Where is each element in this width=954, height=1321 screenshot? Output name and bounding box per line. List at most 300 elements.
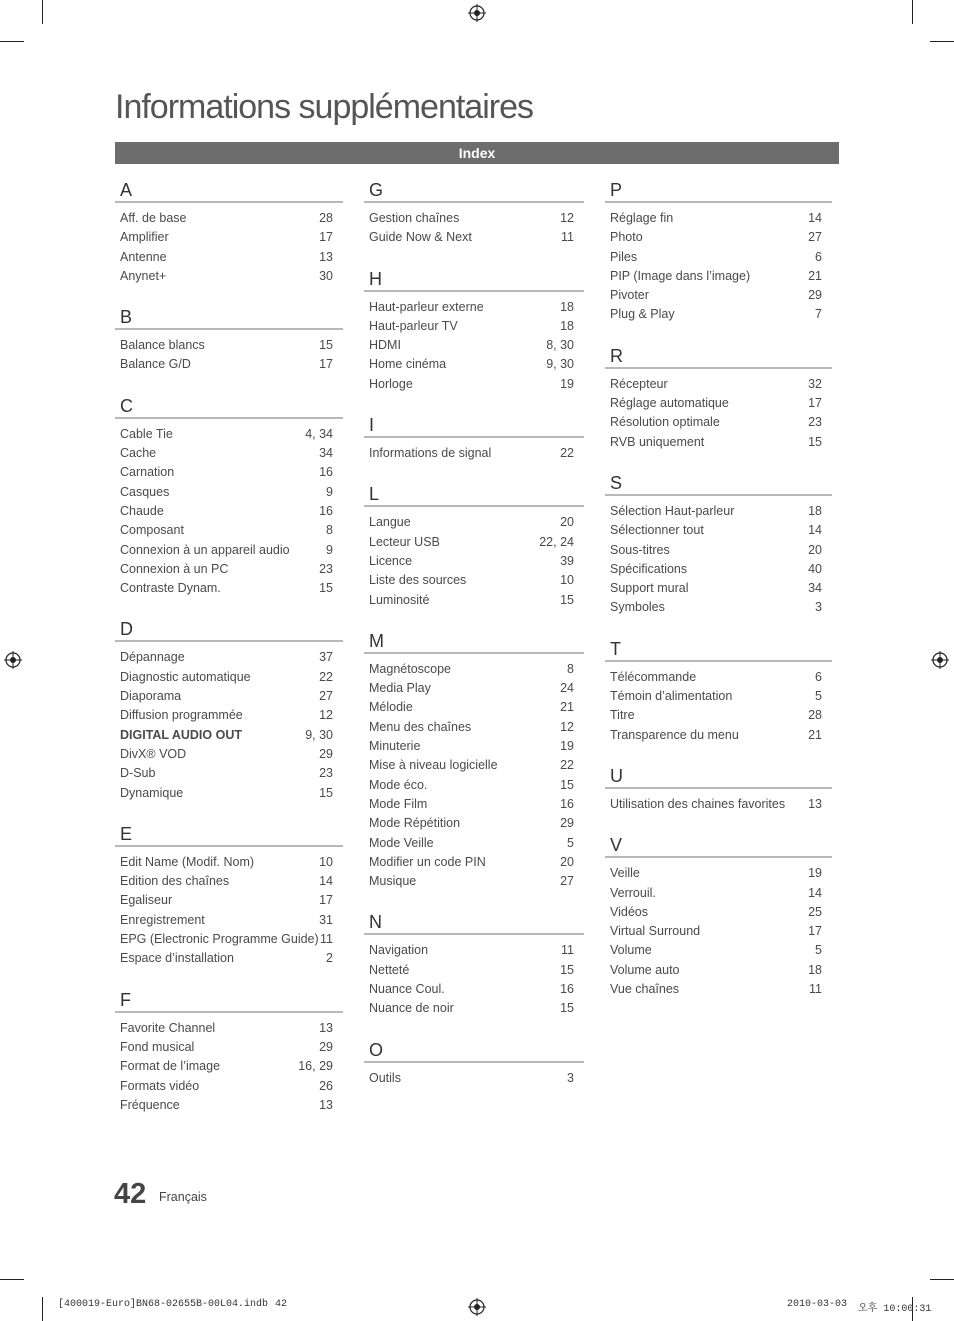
index-entry bbox=[605, 375, 832, 394]
index-entry bbox=[115, 911, 343, 930]
entry-term: Cache bbox=[120, 446, 157, 461]
entry-term: Spécifications bbox=[610, 561, 688, 576]
index-entry bbox=[115, 872, 343, 891]
entry-term: Informations de signal bbox=[369, 446, 492, 461]
entry-page: 37 bbox=[319, 650, 333, 665]
index-entry bbox=[605, 209, 832, 228]
entry-term: Modifier un code PIN bbox=[369, 854, 486, 869]
entry-term: Diaporama bbox=[120, 689, 182, 704]
entry-page: 14 bbox=[808, 885, 822, 900]
entry-page: 17 bbox=[319, 893, 333, 908]
entry-term: Horloge bbox=[369, 376, 413, 391]
entry-page: 6 bbox=[815, 669, 822, 684]
index-entry bbox=[115, 425, 343, 444]
index-entry bbox=[115, 706, 343, 725]
entry-term: Composant bbox=[120, 523, 184, 538]
entry-page: 9, 30 bbox=[305, 727, 333, 742]
index-entry bbox=[605, 598, 832, 617]
entry-term: DivX® VOD bbox=[120, 746, 187, 761]
index-entry bbox=[364, 209, 584, 228]
entry-page: 17 bbox=[808, 924, 822, 939]
entry-page: 12 bbox=[560, 719, 574, 734]
entry-term: Amplifier bbox=[120, 230, 169, 245]
entry-page: 29 bbox=[319, 746, 333, 761]
index-entry bbox=[605, 228, 832, 247]
entry-term: Connexion à un appareil audio bbox=[120, 542, 290, 557]
entry-page: 13 bbox=[319, 1020, 333, 1035]
section-letter: D bbox=[115, 617, 343, 642]
entry-page: 11 bbox=[561, 230, 574, 245]
entry-term: Magnétoscope bbox=[369, 661, 452, 676]
index-entry bbox=[605, 267, 832, 286]
entry-page: 17 bbox=[319, 230, 333, 245]
index-section bbox=[605, 178, 832, 325]
entry-term: Haut-parleur externe bbox=[369, 299, 484, 314]
entry-page: 16 bbox=[560, 796, 574, 811]
entry-term: Vue chaînes bbox=[610, 982, 680, 997]
index-entry bbox=[115, 355, 343, 374]
entry-page: 15 bbox=[319, 338, 333, 353]
entry-term: Nuance de noir bbox=[369, 1001, 454, 1016]
index-entry bbox=[115, 248, 343, 267]
section-letter: E bbox=[115, 822, 343, 847]
entry-page: 6 bbox=[815, 249, 822, 264]
entry-page: 22 bbox=[560, 446, 574, 461]
index-entry bbox=[364, 660, 584, 679]
index-entry bbox=[605, 961, 832, 980]
entry-page: 17 bbox=[319, 357, 333, 372]
entry-term: Symboles bbox=[610, 600, 665, 615]
section-letter: N bbox=[364, 910, 584, 935]
index-section bbox=[605, 764, 832, 814]
crop-mark bbox=[42, 0, 43, 24]
index-entry bbox=[115, 560, 343, 579]
index-entry bbox=[364, 999, 584, 1018]
entry-term: Pivoter bbox=[610, 288, 649, 303]
index-entry bbox=[605, 980, 832, 999]
entry-term: Formats vidéo bbox=[120, 1078, 200, 1093]
entry-term: Diagnostic automatique bbox=[120, 669, 251, 684]
entry-term: EPG (Electronic Programme Guide) bbox=[120, 932, 319, 947]
index-entry bbox=[115, 1096, 343, 1115]
entry-term: Mode Veille bbox=[369, 835, 434, 850]
footer-page: 42 bbox=[275, 1299, 288, 1310]
index-entry bbox=[605, 541, 832, 560]
index-entry bbox=[115, 745, 343, 764]
entry-term: D-Sub bbox=[120, 766, 156, 781]
entry-term: Liste des sources bbox=[369, 573, 467, 588]
section-letter: I bbox=[364, 413, 584, 438]
index-entry bbox=[605, 795, 832, 814]
index-entry bbox=[115, 949, 343, 968]
entry-term: Langue bbox=[369, 515, 411, 530]
index-entry bbox=[115, 648, 343, 667]
index-column-2 bbox=[364, 178, 584, 1107]
index-section bbox=[605, 471, 832, 618]
entry-page: 14 bbox=[319, 874, 333, 889]
entry-term: Récepteur bbox=[610, 376, 668, 391]
entry-page: 39 bbox=[560, 553, 574, 568]
entry-term: Télécommande bbox=[610, 669, 697, 684]
entry-term: Volume auto bbox=[610, 962, 680, 977]
entry-page: 12 bbox=[319, 708, 333, 723]
entry-term: Plug & Play bbox=[610, 307, 675, 322]
entry-page: 5 bbox=[815, 689, 822, 704]
index-section bbox=[115, 394, 343, 599]
entry-term: Sous-titres bbox=[610, 542, 670, 557]
index-entry bbox=[364, 228, 584, 247]
index-entry bbox=[364, 591, 584, 610]
entry-page: 18 bbox=[560, 318, 574, 333]
index-entry bbox=[605, 248, 832, 267]
entry-term: Support mural bbox=[610, 581, 689, 596]
entry-page: 25 bbox=[808, 904, 822, 919]
entry-term: Anynet+ bbox=[120, 268, 167, 283]
index-entry bbox=[364, 834, 584, 853]
index-column-3 bbox=[605, 178, 832, 1018]
entry-page: 30 bbox=[319, 268, 333, 283]
entry-page: 15 bbox=[808, 434, 822, 449]
registration-mark-icon bbox=[468, 1298, 486, 1316]
entry-term: Titre bbox=[610, 708, 635, 723]
entry-page: 16 bbox=[560, 982, 574, 997]
section-letter: A bbox=[115, 178, 343, 203]
index-entry bbox=[364, 552, 584, 571]
entry-term: Utilisation des chaines favorites bbox=[610, 796, 786, 811]
entry-page: 3 bbox=[567, 1070, 574, 1085]
index-section bbox=[115, 305, 343, 375]
entry-page: 15 bbox=[560, 1001, 574, 1016]
entry-page: 15 bbox=[560, 962, 574, 977]
index-section bbox=[605, 833, 832, 999]
entry-page: 19 bbox=[560, 739, 574, 754]
entry-term: Résolution optimale bbox=[610, 415, 720, 430]
entry-term: Carnation bbox=[120, 465, 175, 480]
index-entry bbox=[364, 375, 584, 394]
index-section bbox=[115, 617, 343, 802]
index-entry bbox=[364, 853, 584, 872]
index-entry bbox=[364, 814, 584, 833]
crop-mark bbox=[930, 1279, 954, 1280]
index-entry bbox=[364, 533, 584, 552]
entry-term: Sélection Haut-parleur bbox=[610, 503, 735, 518]
entry-term: PIP (Image dans l’image) bbox=[610, 268, 751, 283]
entry-term: Piles bbox=[610, 249, 638, 264]
crop-mark bbox=[912, 0, 913, 24]
index-entry bbox=[605, 394, 832, 413]
entry-page: 27 bbox=[319, 689, 333, 704]
index-entry bbox=[115, 541, 343, 560]
entry-term: Mise à niveau logicielle bbox=[369, 758, 498, 773]
entry-term: Aff. de base bbox=[120, 211, 187, 225]
entry-page: 10 bbox=[560, 573, 574, 588]
section-letter: M bbox=[364, 629, 584, 654]
entry-page: 16 bbox=[319, 503, 333, 518]
entry-term: Enregistrement bbox=[120, 912, 205, 927]
entry-term: Balance G/D bbox=[120, 357, 191, 372]
entry-page: 13 bbox=[319, 1097, 333, 1112]
index-entry bbox=[605, 687, 832, 706]
entry-page: 18 bbox=[560, 299, 574, 314]
section-letter: G bbox=[364, 178, 584, 203]
section-letter: V bbox=[605, 833, 832, 858]
entry-page: 15 bbox=[319, 785, 333, 800]
entry-term: Nuance Coul. bbox=[369, 982, 445, 997]
index-entry bbox=[115, 1038, 343, 1057]
index-entry bbox=[115, 483, 343, 502]
index-entry bbox=[115, 930, 343, 949]
index-entry bbox=[115, 502, 343, 521]
entry-page: 24 bbox=[560, 681, 574, 696]
entry-page: 15 bbox=[319, 581, 333, 596]
index-section bbox=[605, 637, 832, 745]
index-entry bbox=[115, 228, 343, 247]
index-section bbox=[115, 822, 343, 969]
entry-term: Gestion chaînes bbox=[369, 211, 460, 225]
index-entry bbox=[115, 891, 343, 910]
entry-page: 22 bbox=[560, 758, 574, 773]
index-section bbox=[605, 344, 832, 452]
entry-term: Contraste Dynam. bbox=[120, 581, 221, 596]
entry-page: 8, 30 bbox=[546, 338, 574, 353]
entry-page: 21 bbox=[808, 268, 822, 283]
index-banner: Index bbox=[115, 142, 839, 164]
entry-term: Dépannage bbox=[120, 650, 185, 665]
entry-page: 8 bbox=[567, 661, 574, 676]
entry-page: 3 bbox=[815, 600, 822, 615]
index-entry bbox=[115, 267, 343, 286]
crop-mark bbox=[0, 1279, 24, 1280]
entry-page: 23 bbox=[319, 766, 333, 781]
index-entry bbox=[115, 764, 343, 783]
entry-term: Mode éco. bbox=[369, 777, 428, 792]
entry-term: DIGITAL AUDIO OUT bbox=[120, 727, 242, 742]
entry-page: 20 bbox=[808, 542, 822, 557]
index-entry bbox=[115, 726, 343, 745]
entry-page: 15 bbox=[560, 592, 574, 607]
index-entry bbox=[115, 853, 343, 872]
entry-term: Mode Répétition bbox=[369, 816, 461, 831]
index-entry bbox=[364, 795, 584, 814]
index-entry bbox=[115, 521, 343, 540]
entry-page: 29 bbox=[808, 288, 822, 303]
index-entry bbox=[364, 737, 584, 756]
index-entry bbox=[115, 784, 343, 803]
index-entry bbox=[605, 286, 832, 305]
entry-term: Casques bbox=[120, 484, 170, 499]
index-entry bbox=[364, 718, 584, 737]
index-entry bbox=[115, 1077, 343, 1096]
crop-mark bbox=[930, 41, 954, 42]
entry-page: 16 bbox=[319, 465, 333, 480]
index-entry bbox=[115, 336, 343, 355]
entry-page: 5 bbox=[815, 943, 822, 958]
index-entry bbox=[364, 571, 584, 590]
index-entry bbox=[605, 884, 832, 903]
entry-term: Musique bbox=[369, 874, 417, 889]
entry-term: Espace d’installation bbox=[120, 951, 234, 966]
entry-page: 2 bbox=[326, 951, 333, 966]
index-entry bbox=[605, 521, 832, 540]
entry-page: 27 bbox=[808, 230, 822, 245]
entry-term: Format de l’image bbox=[120, 1059, 221, 1074]
index-entry bbox=[364, 336, 584, 355]
section-letter: P bbox=[605, 178, 832, 203]
entry-page: 20 bbox=[560, 515, 574, 530]
index-section bbox=[115, 178, 343, 286]
index-entry bbox=[605, 922, 832, 941]
index-entry bbox=[115, 444, 343, 463]
entry-page: 40 bbox=[808, 561, 822, 576]
entry-term: Lecteur USB bbox=[369, 534, 440, 549]
entry-page: 14 bbox=[808, 211, 822, 225]
index-entry bbox=[605, 941, 832, 960]
entry-page: 29 bbox=[560, 816, 574, 831]
entry-page: 13 bbox=[319, 249, 333, 264]
entry-term: Netteté bbox=[369, 962, 410, 977]
entry-term: Antenne bbox=[120, 249, 167, 264]
entry-term: Vidéos bbox=[610, 904, 648, 919]
crop-mark bbox=[42, 1297, 43, 1321]
index-entry bbox=[605, 903, 832, 922]
entry-page: 9 bbox=[326, 542, 333, 557]
footer-date: 2010-03-03 bbox=[787, 1299, 848, 1310]
entry-page: 9, 30 bbox=[546, 357, 574, 372]
section-letter: U bbox=[605, 764, 832, 789]
entry-page: 23 bbox=[319, 561, 333, 576]
index-section bbox=[364, 178, 584, 248]
footer-filename: [400019-Euro]BN68-02655B-00L04.indb bbox=[58, 1299, 269, 1310]
entry-page: 27 bbox=[560, 874, 574, 889]
index-entry bbox=[605, 668, 832, 687]
entry-term: Témoin d’alimentation bbox=[610, 689, 733, 704]
section-letter: T bbox=[605, 637, 832, 662]
index-entry bbox=[364, 444, 584, 463]
index-entry bbox=[364, 980, 584, 999]
entry-page: 20 bbox=[560, 854, 574, 869]
entry-page: 11 bbox=[320, 932, 333, 947]
entry-page: 18 bbox=[808, 962, 822, 977]
index-entry bbox=[115, 668, 343, 687]
index-entry bbox=[115, 687, 343, 706]
entry-term: Cable Tie bbox=[120, 426, 173, 441]
index-section bbox=[364, 629, 584, 892]
registration-mark-icon bbox=[931, 651, 949, 669]
section-letter: O bbox=[364, 1038, 584, 1063]
entry-page: 13 bbox=[808, 796, 822, 811]
index-entry bbox=[364, 872, 584, 891]
entry-page: 22, 24 bbox=[539, 534, 574, 549]
entry-page: 19 bbox=[560, 376, 574, 391]
entry-page: 29 bbox=[319, 1039, 333, 1054]
section-letter: C bbox=[115, 394, 343, 419]
entry-term: Haut-parleur TV bbox=[369, 318, 458, 333]
entry-page: 19 bbox=[808, 866, 822, 881]
entry-page: 18 bbox=[808, 503, 822, 518]
entry-page: 11 bbox=[809, 982, 822, 997]
entry-term: Outils bbox=[369, 1070, 401, 1085]
entry-page: 11 bbox=[561, 943, 574, 958]
entry-term: Egaliseur bbox=[120, 893, 173, 908]
entry-term: Home cinéma bbox=[369, 357, 447, 372]
index-entry bbox=[605, 433, 832, 452]
index-entry bbox=[364, 679, 584, 698]
index-entry bbox=[364, 941, 584, 960]
entry-page: 21 bbox=[808, 727, 822, 742]
entry-term: Connexion à un PC bbox=[120, 561, 229, 576]
page-title: Informations supplémentaires bbox=[115, 88, 534, 126]
index-entry bbox=[364, 317, 584, 336]
index-entry bbox=[605, 413, 832, 432]
entry-term: Mode Film bbox=[369, 796, 428, 811]
entry-page: 31 bbox=[319, 912, 333, 927]
index-section bbox=[364, 413, 584, 463]
entry-term: Luminosité bbox=[369, 592, 430, 607]
entry-term: Guide Now & Next bbox=[369, 230, 472, 245]
index-section bbox=[115, 988, 343, 1115]
index-column-1 bbox=[115, 178, 343, 1134]
index-entry bbox=[605, 579, 832, 598]
index-entry bbox=[605, 560, 832, 579]
entry-page: 26 bbox=[319, 1078, 333, 1093]
entry-term: Verrouil. bbox=[610, 885, 656, 900]
entry-page: 4, 34 bbox=[305, 426, 333, 441]
index-entry bbox=[605, 305, 832, 324]
index-entry bbox=[364, 756, 584, 775]
entry-page: 21 bbox=[560, 700, 574, 715]
entry-term: Minuterie bbox=[369, 739, 421, 754]
entry-term: Réglage fin bbox=[610, 211, 674, 225]
entry-page: 9 bbox=[326, 484, 333, 499]
entry-term: Menu des chaînes bbox=[369, 719, 472, 734]
entry-page: 12 bbox=[560, 211, 574, 225]
entry-term: Transparence du menu bbox=[610, 727, 739, 742]
entry-page: 8 bbox=[326, 523, 333, 538]
entry-page: 17 bbox=[808, 396, 822, 411]
entry-term: Navigation bbox=[369, 943, 429, 958]
entry-page: 28 bbox=[808, 708, 822, 723]
entry-term: Dynamique bbox=[120, 785, 184, 800]
entry-term: Licence bbox=[369, 553, 413, 568]
entry-term: Favorite Channel bbox=[120, 1020, 216, 1035]
entry-term: Balance blancs bbox=[120, 338, 205, 353]
index-entry bbox=[605, 864, 832, 883]
index-entry bbox=[364, 513, 584, 532]
entry-term: Réglage automatique bbox=[610, 396, 729, 411]
entry-term: Veille bbox=[610, 866, 640, 881]
entry-term: Chaude bbox=[120, 503, 164, 518]
entry-term: Edition des chaînes bbox=[120, 874, 230, 889]
entry-term: Virtual Surround bbox=[610, 924, 701, 939]
registration-mark-icon bbox=[4, 651, 22, 669]
entry-page: 16, 29 bbox=[298, 1059, 333, 1074]
index-entry bbox=[115, 209, 343, 228]
entry-page: 23 bbox=[808, 415, 822, 430]
section-letter: L bbox=[364, 482, 584, 507]
entry-page: 10 bbox=[319, 854, 333, 869]
index-entry bbox=[364, 776, 584, 795]
index-entry bbox=[115, 579, 343, 598]
section-letter: S bbox=[605, 471, 832, 496]
entry-page: 22 bbox=[319, 669, 333, 684]
entry-page: 14 bbox=[808, 523, 822, 538]
section-letter: F bbox=[115, 988, 343, 1013]
entry-term: Volume bbox=[610, 943, 652, 958]
registration-mark-icon bbox=[468, 4, 486, 22]
section-letter: R bbox=[605, 344, 832, 369]
index-entry bbox=[364, 298, 584, 317]
index-entry bbox=[364, 698, 584, 717]
